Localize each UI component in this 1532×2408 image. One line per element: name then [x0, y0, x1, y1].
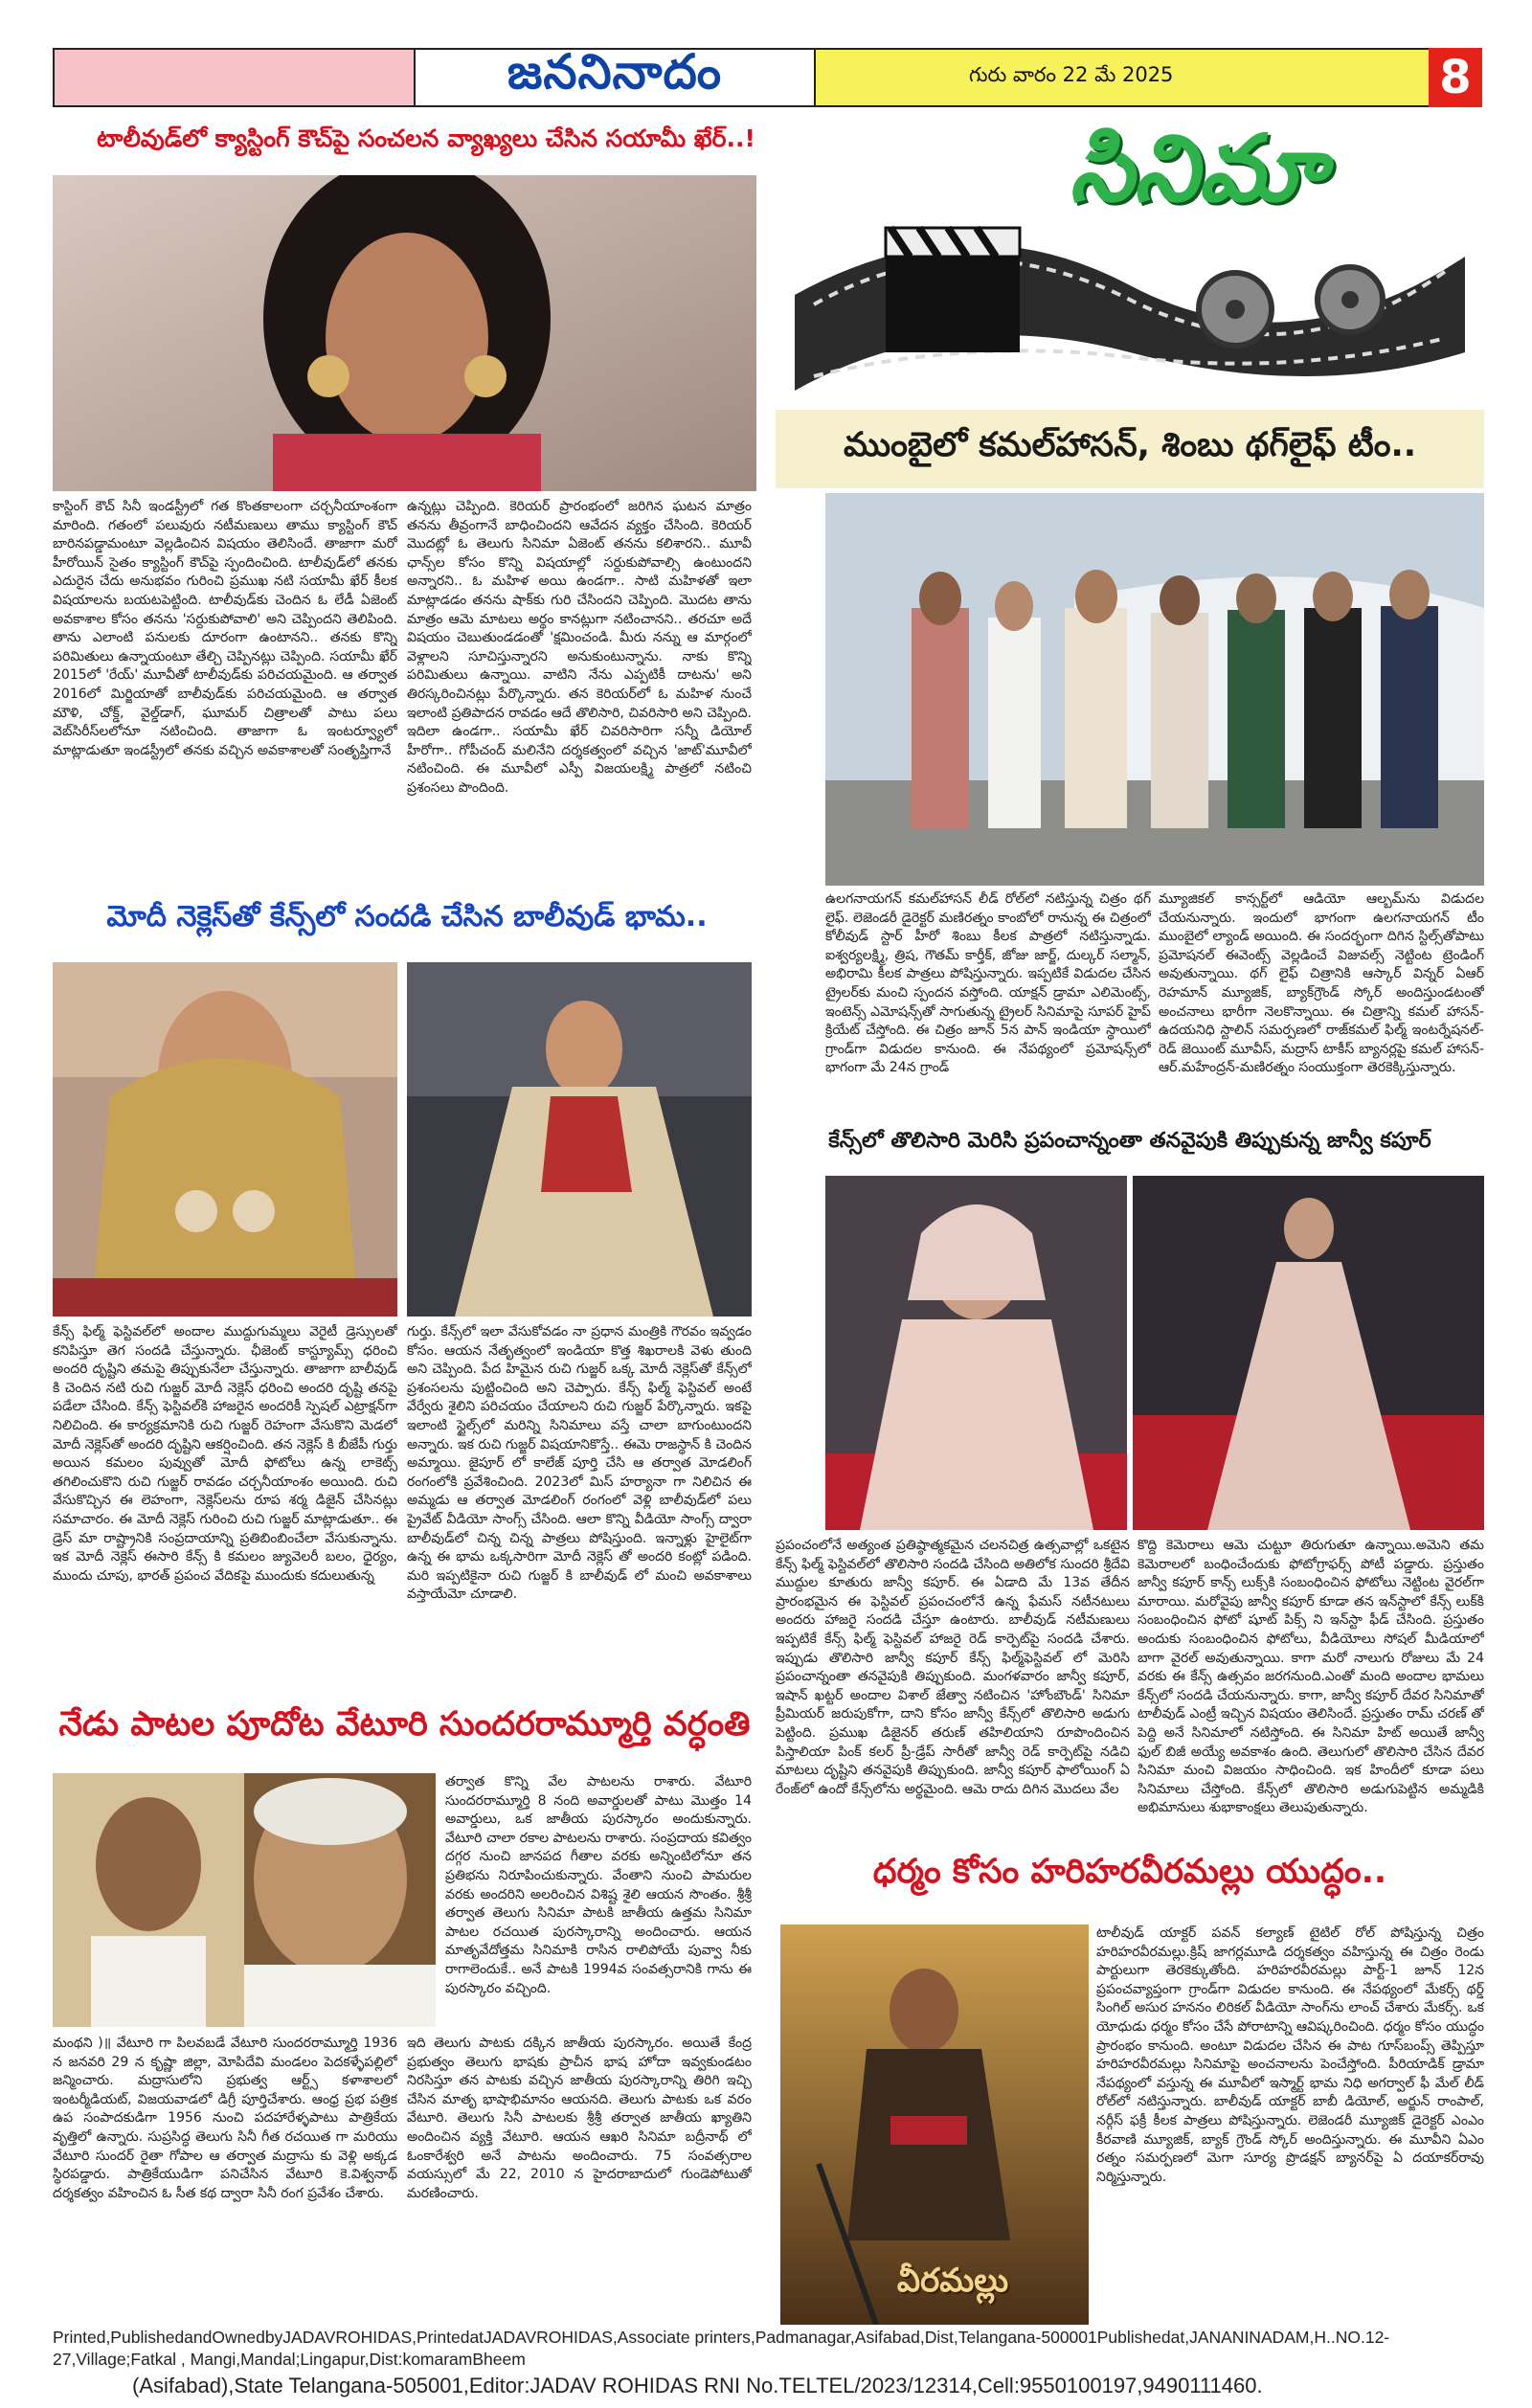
sayami-photo — [53, 175, 756, 491]
masthead-left-panel — [53, 48, 417, 107]
hhvm-headline: ధర్మం కోసం హరిహరవీరమల్లు యుద్ధం.. — [872, 1853, 1387, 1891]
veturi-headline: నేడు పాటల పూదోట వేటూరి సుందరరామ్మూర్తి వర్ధంతి — [58, 1705, 751, 1744]
veturi-text-col2: ఇది తెలుగు పాటకు దక్కిన జాతీయ పురస్కారం. అయితే కేంద్ర ప్రభుత్వం తెలుగు భాషకు ప్రాచీన భాష హోదా ఇవ్వకుండటం నిరసిస్తూ తన పాటకు వచ్చిన జాతీయ పురస్కారాన్ని తిరిగి ఇచ్చి చేసిన మాతృ భాషాభిమానం ఆయనది. తెలుగు పాటకు ఒక వరం వేటూరి. తెలుగు సినీ పాటలకు శ్రీశ్రీ తర్వాత జాతీయ ఖ్యాతిని అందించిన వ్యక్తి వేటూరి. ఆయన ఆఖరి సినిమా బద్రీనాథ్ లో ఓంకారేశ్వరి అనే పాటను అందించారు. 75 సంవత్సరాల వయస్సులో మే 22, 2010 న హైదరాబాదులో గుండెపోటుతో మరణించారు. — [407, 2036, 752, 2201]
sayami-text-col2: ఉన్నట్లు చెప్పింది. కెరియర్ ప్రారంభంలో జరిగిన ఘటన మాత్రం తనను తీవ్రంగానే బాధించిందని ఆవేదన వ్యక్తం చేసింది. కెరియర్ మొదట్లో ఓ తెలుగు సినిమా ఏజెంట్ తనను కలిశారని.. మూవీ ఛాన్స్‌ల కోసం కొన్ని విషయాల్లో సర్దుకుపోవాల్సి ఉంటుందని అన్నారని.. ఓ మహిళ అయి ఉండగా.. సాటి మహిళతో ఇలా మాట్లాడడం తనను షాక్‌కు గురి చేసిందని చెప్పింది. మొదట తాను మాత్రం ఆమె మాటలు అర్థం కానట్లుగా నటించానని.. తరచూ అదే విషయం చెబుతుండడంతో 'క్షమించండి. మీరు నన్ను ఆ మార్గంలో వెళ్లాలని సూచిస్తున్నారని అనుకుంటున్నాను. నాకు కొన్ని పరిమితులు ఉన్నాయి. వాటిని నేను ఎప్పటికీ దాటను' అని తిరస్కరించినట్లు పేర్కొన్నారు. తన కెరియర్‌లో ఓ మహిళ నుంచే ఇలాంటి ప్రతిపాదన రావడం ఆదే తొలిసారి, చివరిసారి అని చెప్పింది. ఇదిలా ఉండగా.. సయామీ ఖేర్ చివరిసారిగా సన్నీ డియోల్ హీరోగా.. గోపీచంద్ మలినేని దర్శకత్వంలో వచ్చిన 'జాట్'మూవీలో నటించింది. ఈ మూవీలో ఎస్పీ విజయలక్ష్మి పాత్రలో నటించి ప్రశంసలు పొందింది. — [407, 499, 752, 796]
hhvm-text: టాలీవుడ్ యాక్టర్ పవన్ కల్యాణ్ టైటిల్ రోల్ పోషిస్తున్న చిత్రం హరిహరవీరమల్లు.క్రిష్ జాగర్లమూడి దర్శకత్వం వహిస్తున్న ఈ చిత్రం రెండు పార్టులుగా తెరకెక్కుతోంది. హరిహరవీరమల్లు పార్ట్-1 జూన్ 12న ప్రపంచవ్యాప్తంగా గ్రాండ్‌గా విడుదల కానుంది. ఈ నేపథ్యంలో మేకర్స్ థర్డ్ సింగిల్ అసుర హననం లిరికల్ వీడియో సాంగ్‌ను లాంచ్ చేశారు మేకర్స్. ఒక యోధుడు ధర్మం కోసం చేసే పోరాటాన్ని ఆవిష్కరించింది. ధర్మం కోసం యుద్ధం ప్రారంభం కానుంది. అంటూ విడుదల చేసిన ఈ పాట గూస్‌బంప్స్ తెప్పిస్తూ హరిహరవీరమల్లు సినిమాపై అంచనాలను పెంచేస్తోంది. పీరియాడిక్ డ్రామా నేపథ్యంలో వస్తున్న ఈ మూవీలో ఇస్మార్ట్ భామ నిధి అగర్వాల్ ఫీ మేల్ లీడ్ రోల్‌లో నటిస్తున్నారు. బాలీవుడ్ యాక్టర్ బాబీ డియోల్, అర్జున్ రాంపాల్, నర్గీస్ ఫక్రీ కీలక పాత్రలు పోషిస్తున్నారు. లెజెండరీ మ్యూజిక్ డైరెక్టర్ ఎంఎం కీరవాణి మ్యూజిక్, బ్యాక్ గ్రౌండ్ స్కోర్ అందిస్తున్నారు. ఈ మూవీని ఏఎం రత్నం సమర్పణలో మెగా సూర్య ప్రొడక్షన్ బ్యానర్‌పై ఏ దయాకర్‌రావు నిర్మిస్తున్నారు. — [1096, 1925, 1484, 2185]
ruchi-photo-right — [407, 962, 752, 1317]
veturi-text-col1: మంథని )॥ వేటూరి గా పిలవబడే వేటూరి సుందరరామ్మూర్తి 1936 న జనవరి 29 న కృష్ణా జిల్లా, మోపిదేవి మండలం పెదకళ్ళేపల్లిలో జన్మించారు. మద్రాసులోని ప్రభుత్వ ఆర్ట్స్ కళాశాలలో ఇంటర్మీడియట్, విజయవాడలో డిగ్రీ పూర్తిచేశారు. ఆంధ్ర ప్రభ పత్రిక ఉప సంపాదకుడిగా 1956 నుంచి పదహారేళ్ళపాటు పాత్రికేయ వృత్తిలో ఉన్నారు. సుప్రసిద్ధ తెలుగు సినీ గీత రచయిత గా మరియు వేటూరి సుందర్ రైతా గోపాల ఆ తర్వాత మద్రాసు కు వెళ్లి అక్కడ స్థిరపడ్డారు. పాత్రికేయుడిగా పనిచేసిన వేటూరి కె.విశ్వనాథ్ దర్శకత్వం వహించిన ఓ సీత కథ ద్వారా సినీ రంగ ప్రవేశం చేశారు. — [53, 2036, 397, 2201]
janhvi-photo-right — [1133, 1176, 1484, 1530]
janhvi-text-col2: కొద్ది కెమెరాలు ఆమె చుట్టూ తిరుగుతూ ఉన్నాయి.అమెని తమ కెమెరాలలో బంధించేందుకు ఫోటోగ్రాఫర్స్ పోటీ పడ్డారు. ప్రస్తుతం జాన్వీ కపూర్ కాన్స్ లుక్స్‌కి సంబంధించిన ఫోటోలు నెట్టింట వైరల్‌గా మారాయి. మరోవైపు జాన్వీ కపూర్ కూడా తన ఇన్‌స్టాలో కేన్స్ లుక్‌కి సంబంధించిన ఫోటో షూట్ పిక్స్ ని ఇన్‌స్టా ఫీడ్ చేసింది. ప్రస్తుతం అందుకు సంబంధించిన ఫోటోలు, వీడియోలు సోషల్ మీడియాలో బాగా వైరల్ అవుతున్నాయి. కాగా మరో నాలుగు రోజులు మే 24 వరకు ఈ కేన్స్ ఉత్సవం జరగనుంది.ఎంతో మంది అందాల భామలు కేన్స్‌లో సందడి చేయనున్నారు. కాగా, జాన్వీ కపూర్ దేవర సినిమాతో టాలీవుడ్ ఎంట్రీ ఇచ్చిన విషయం తెలిసిందే. ప్రస్తుతం రామ్ చరణ్ తో పెద్ది అనే సినిమాలో నటిస్తోంది. ఈ సినిమా హిట్ అయితే జాన్వీ ఫుల్ బిజీ అయ్యే అవకాశం ఉంది. తెలుగులో తొలిసారి చేసిన దేవర సినిమా మంచి విజయం సాధించింది. ఇక హిందీలో కూడా పలు సినిమాలు చేస్తోంది. కేన్స్‌లో తొలిసారి అడుగుపెట్టిన అమ్మడికి అభిమానులు శుభాకాంక్షలు తెలుపుతున్నారు. — [1138, 1538, 1484, 1816]
imprint-line-1: Printed,PublishedandOwnedbyJADAVROHIDAS,PrintedatJADAVROHIDAS,Associate printers,Padmanagar,Asifabad,Dist,Telangana-500001Publishedat,JANANINADAM,H..NO.12-27,Village;Fatkal , Mangi,Mandal;Lingapur,Dist:komaramBheem — [53, 2328, 1390, 2369]
ruchi-photo-left — [53, 962, 397, 1317]
janhvi-text-col1: ప్రపంచంలోనే అత్యంత ప్రతిష్ఠాత్మకమైన చలనచిత్ర ఉత్సవాల్లో ఒకటైన కేన్స్ ఫిల్మ్ ఫెస్టివల్‌లో తొలిసారి సందడి చేసింది అతిలోక సుందరి శ్రీదేవి ముద్దుల కూతురు జాన్వీ కపూర్. ఈ ఏడాది మే 13వ తేదీన ప్రారంభమైన ఈ ఫెస్టివల్ ప్రపంచంలోనే ఉన్న ఫేమస్ నటీనటులు అందరు హాజరై సందడి చేస్తూ ఉంటారు. బాలీవుడ్ నటీమణులు ఇప్పటికే కేన్స్ ఫిల్మ్ ఫెస్టివల్ హాజరై రెడ్ కార్పెట్‌పై సందడి చేశారు. ఇప్పుడు తొలిసారి జాన్వీ కపూర్ కేన్స్ ఫిల్మ్‌ఫెస్టివల్ లో మెరిసి ప్రపంచాన్నంతా తనవైపుకి తిప్పుకుంది. మంగళవారం జాన్వీ కపూర్, ఇషాన్ ఖట్టర్ అందాల విశాల్ జేత్వా నటించిన 'హోంబౌండ్' సినిమా ప్రీమియర్ జరుపుకోగా, దాని కోసం జాన్వీ కేన్స్‌లో తొలిసారి అడుగు పెట్టింది. ప్రముఖ డిజైనర్ తరుణ్ తహిలియాని రూపొందించిన పిస్తాలియా పింక్ కలర్ ప్రీ-డ్రేప్‌ సారీతో జాన్వీ రెడ్ కార్పెట్‌పై నడిచి మాటలు దృష్టిని తనవైపుకి తిప్పుకుంది. జాన్వీ కపూర్ ఫాలోయింగ్ ఏ రేంజ్‌లో ఉందో కేన్స్‌లోను అర్థమైంది. ఆమె రాదు దిగిన మొదలు వేల — [776, 1538, 1130, 1797]
modi-text-col1: కేన్స్ ఫిల్మ్ ఫెస్టివల్‌లో అందాల ముద్దుగుమ్మలు వెరైటీ డ్రెస్సులతో కనిపిస్తూ తెగ సందడి చేస్తున్నారు. ఛీజెంట్ కాస్ట్యూమ్స్ ధరించి అందరి దృష్టిని తమపై తిప్పుకునేలా చేస్తున్నారు. తాజాగా బాలీవుడ్ కి చెందిన నటి రుచి గుజ్జర్ మోదీ నెక్లెస్ ధరించి అందరి దృష్టి తనపై పడేలా చేసింది. కేన్స్ ఫెస్టివల్‌కి హాజరైన అందరికీ స్పెషల్ ఎట్రాక్షన్‌గా నిలిచింది. ఈ కార్యక్రమానికి రుచి గుజ్జర్ రెహంగా వేసుకొని మెడలో మోదీ నెక్లెస్‌తో అందరి దృష్టిని ఆకర్షించింది. తన నెక్లెస్ కి బీజేపీ గుర్తు అయిన కమలం పువ్వుతో మోదీ ఫోటోలు ఉన్న లాకెట్స్ తగిలించుకొని రుచి గుజ్జర్ రావడం చర్చనీయాంశం అయింది. రుచి వేసుకొచ్చిన ఈ లెహంగా, నెక్లెస్‌లను రూప శర్మ డిజైన్ చేసినట్లు సమాచారం. ఈ మోదీ నెక్లెస్ గురించి రుచి గుజ్జర్ మాట్లాడుతూ.. ఈ డ్రెస్ మా రాష్ట్రానికి సంప్రదాయాన్ని ప్రతిబింబించేలా వేసుకున్నాను. ఇక మోదీ నెక్లెస్ ఈసారి కేన్స్ కి కమలం జ్యువెలరీ బలం, ధైర్యం, ముందు చూపు, భారత్ ప్రపంచ వేదికపై ముందుకు కదులుతున్న — [53, 1324, 397, 1584]
sayami-text-col1: కాస్టింగ్ కౌచ్ సినీ ఇండస్ట్రీలో గత కొంతకాలంగా చర్చనీయాంశంగా మారింది. గతంలో పలువురు నటీమణులు తాము క్యాస్టింగ్ కౌచ్ బారినపడ్డామంటూ వెల్లడించిన విషయం తెలిసిందే. తాజాగా మరో హీరోయిన్ సైతం క్యాస్టింగ్ కౌచ్‌పై స్పందించింది. టాలీవుడ్‌లో తనకు ఎదురైన చేదు అనుభవం గురించి ప్రముఖ నటి సయామీ ఖేర్ కీలక విషయాలను బయటపెట్టింది. టాలీవుడ్‌కు చెందిన ఓ లేడీ ఏజెంట్ అవకాశాల కోసం తనను 'సర్దుకుపోవాలి' అని చెప్పిందని తెలిపింది. తాను ఎలాంటి పనులకు దూరంగా ఉంటానని.. తనకు కొన్ని పరిమితులు ఉన్నాయంటూ తేల్చి చెప్పినట్లు చెప్పింది. సయామీ ఖేర్ 2015లో 'రేయ్' మూవీతో టాలీవుడ్‌కు పరిచయమైంది. ఆ తర్వాత 2016లో మిర్జియాతో బాలీవుడ్‌కు పరిచయమైంది. ఆ తర్వాత మౌళి, చోక్డ్, వైల్డ్‌డాగ్, ఘూమర్ చిత్రాలతో పాటు పలు వెబ్‌సిరీస్‌లలోనూ నటించింది. తాజాగా ఓ ఇంటర్వ్యూలో మాట్లాడుతూ ఇండస్ట్రీలో తనకు వచ్చిన అవకాశాలతో సంతృప్తిగానే — [53, 499, 397, 758]
kamal-headline: ముంబైలో కమల్‌హాసన్, శింబు థగ్‌లైఫ్ టీం.. — [776, 410, 1484, 488]
hhvm-poster-title: వీరమల్లు — [896, 2262, 1009, 2300]
modi-necklace-headline: మోదీ నెక్లెస్‌తో కేన్స్‌లో సందడి చేసిన బాలీవుడ్ భామ.. — [106, 900, 708, 934]
imprint-line-2: (Asifabad),State Telangana-505001,Editor:JADAV ROHIDAS RNI No.TELTEL/2023/12314,Cell:9550100197,9490111460. — [132, 2374, 1263, 2397]
page-number: 8 — [1429, 48, 1482, 107]
janhvi-headline: కేన్స్‌లో తొలిసారి మెరిసి ప్రపంచాన్నంతా తనవైపుకి తిప్పుకున్న జాన్వీ కపూర్ — [828, 1129, 1431, 1153]
masthead-date-panel — [814, 48, 1446, 107]
sayami-headline: టాలీవుడ్‌లో క్యాస్టింగ్ కౌచ్‌పై సంచలన వ్యాఖ్యలు చేసిన సయామీ ఖేర్..! — [97, 124, 755, 152]
kamal-text-col2: మ్యూజికల్ కాన్సర్ట్‌లో ఆడియో ఆల్బమ్‌ను విడుదల చేయనున్నారు. ఇందులో భాగంగా ఉలగనాయగన్ టీం ముంబైలో ల్యాండ్ అయింది. ఈ సందర్భంగా దిగిన స్టిల్స్‌తోపాటు ప్రమోషనల్ ఈవెంట్స్ వెల్లడించే విజువల్స్ నెట్టింట ట్రెండింగ్ అవుతున్నాయి. థగ్ లైఫ్ చిత్రానికి ఆస్కార్ విన్నర్ ఏఆర్ రెహమాన్ మ్యూజిక్, బ్యాక్‌గ్రౌండ్ స్కోర్ అందిస్తుండటంతో అంచనాలు భారీగా నెలకొన్నాయి. ఈ చిత్రాన్ని కమల్ హాసన్-ఉదయనిధి స్టాలిన్ సమర్పణలో రాజ్‌కమల్ ఫిల్మ్ ఇంటర్నేషనల్-రెడ్ జెయింట్ మూవీస్, మద్రాస్ టాకీస్ బ్యానర్లపై కమల్ హాసన్-ఆర్‌.మహేంద్రన్-మణిరత్నం సంయుక్తంగా తెరకెక్కిస్తున్నారు. — [1159, 891, 1484, 1076]
veturi-text-side: తర్వాత కొన్ని వేల పాటలను రాశారు. వేటూరి సుందరరామ్మూర్తి 8 నంది అవార్డులతో పాటు మొత్తం 14 అవార్డులు, ఒక జాతీయ పురస్కారం అందుకున్నారు. వేటూరి చాలా రకాల పాటలను రాశారు. సంప్రదాయ కవిత్వం దగ్గర నుంచి జానపద గీతాల వరకు అన్నింటిలోనూ తన ప్రతిభను నిరూపించుకున్నారు. వేంతాని నుంచి పామరుల వరకు అందరిని అలరించిన విశిష్ట శైలి ఆయన సొంతం. శ్రీశ్రీ తర్వాత తెలుగు సినిమా పాటకి జాతీయ ఉత్తమ సినిమా పాటల రచయిత పురస్కారాన్ని అందించారు. ఆయన మాతృవేదోత్తమ సినిమాకి రాసిన రాలిపోయే పువ్వా నీకు రాగాలెందుకే.. అనే పాటకి 1994వ సంవత్సరానికి గాను ఈ పురస్కారం వచ్చింది. — [445, 1774, 752, 1996]
modi-text-col2: గుర్తు. కేన్స్‌లో ఇలా వేసుకోవడం నా ప్రధాన మంత్రికి గౌరవం ఇవ్వడం కోసం. ఆయన నేతృత్వంలో ఇండియా కొత్త శిఖరాలకి వెళు తుంది అని చెప్పింది. పేద హిమైన రుచి గుజ్జర్ ఒక్క మోదీ నెక్లెస్‌తో కేన్స్‌లో ప్రశంసలను పుట్టించింది అని చెప్పారు. కేన్స్ ఫిల్మ్ ఫెస్టివల్‌ అంటే వేర్వేరు శైలిని పరిచయం చేయాలని రుచి గుజ్జర్ పేర్కొన్నారు. ఇకపై ఇలాంటి స్టైల్స్‌లో మరిన్ని సినిమాలు వస్తే చాలా బాగుంటుందని అన్నారు. ఇక రుచి గుజ్జర్ విషయానికొస్తే.. ఈమె రాజస్థాన్ కి చెందిన అమ్మాయి. జైపూర్ లో కాలేజ్ పూర్తి చేసి ఆ తర్వాత మోడలింగ్ రంగంలోకి ప్రవేశించింది. 2023లో మిస్ హర్యానా గా నిలిచిన ఈ అమ్మడు ఆ తర్వాత మోడలింగ్ రంగంలో వెళ్లి బాలీవుడ్‌లో పలు ప్రైవేట్ వీడియో సాంగ్స్ చేసింది. ఆలా కొన్ని వీడియో సాంగ్స్ ద్వారా బాలీవుడ్‌లో చిన్న చిన్న పాత్రలు పోషిస్తుంది. ఇన్నాళ్లు హైలైట్‌గా ఉన్న ఈ భామ ఒక్కసారిగా మోదీ నెక్లెస్ తో అందరి కంట్లో పడింది. మరి ఇప్పటికైనా రుచి గుజ్జర్ కి బాలీవుడ్ లో మంచి అవకాశాలు వస్తాయేమో చూడాలి. — [407, 1324, 752, 1603]
veturi-photo — [53, 1773, 436, 2027]
cinema-section-title: సినిమా — [1069, 115, 1325, 222]
hhvm-poster — [780, 1924, 1089, 2325]
thug-life-team-photo — [825, 493, 1484, 886]
issue-date: గురు వారం 22 మే 2025 — [969, 63, 1174, 86]
janhvi-photo-left — [825, 1176, 1127, 1530]
newspaper-logo: జననినాదం — [414, 48, 816, 107]
kamal-text-col1: ఉలగనాయగన్ కమల్‌హాసన్ లీడ్ రోల్‌లో నటిస్తున్న చిత్రం థగ్ లైఫ్. లెజెండరీ డైరెక్టర్ మణిరత్నం కాంబోలో రానున్న ఈ చిత్రంలో కోలీవుడ్ స్టార్ హీరో శింబు కీలక పాత్రలో నటిస్తున్నాడు. ఐశ్వర్యలక్ష్మి, త్రిష, గౌతమ్ కార్తీక్, జోజు జార్జ్, దుల్కర్ సల్మాన్, అభిరామి కీలక పాత్రలు పోషిస్తున్నారు. ఇప్పటికే విడుదల చేసిన ట్రైలర్‌కు మంచి స్పందన వస్తోంది. యాక్షన్ డ్రామా ఎలిమెంట్స్, ఇంటెన్స్ ఎమోషన్స్‌తో సాగుతున్న ట్రైలర్ సినిమాపై సూపర్ హైప్ క్రియేట్ చేస్తోంది. ఈ చిత్రం జూన్ 5న పాన్ ఇండియా స్థాయిలో గ్రాండ్‌గా విడుదల కానుంది. ఈ నేపథ్యంలో ప్రమోషన్స్‌లో భాగంగా మే 24న గ్రాండ్ — [825, 891, 1151, 1076]
